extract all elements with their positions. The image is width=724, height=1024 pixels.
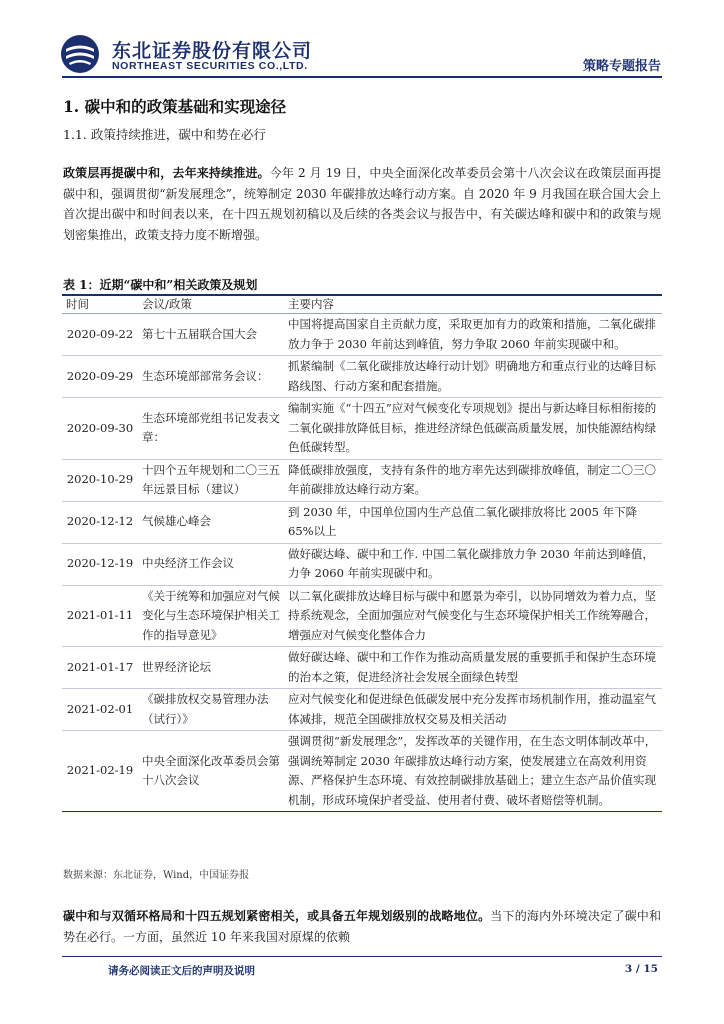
row-meeting: 生态环境部党组书记发表文章：	[138, 398, 284, 460]
row-meeting: 气候雄心峰会	[138, 501, 284, 543]
table-row	[62, 647, 662, 689]
table-row	[62, 398, 662, 460]
row-meeting: 十四个五年规划和二〇三五年远景目标（建议）	[138, 459, 284, 501]
row-date: 2021-01-17	[62, 647, 138, 689]
row-meeting: 《碳排放权交易管理办法（试行）》	[138, 689, 284, 731]
section-title: 1. 碳中和的政策基础和实现途径	[63, 97, 287, 116]
row-date: 2021-01-11	[62, 585, 138, 647]
row-date: 2020-09-29	[62, 356, 138, 398]
row-meeting: 《关于统筹和加强应对气候变化与生态环境保护相关工作的指导意见》	[138, 585, 284, 647]
subsection-title: 1.1. 政策持续推进，碳中和势在必行	[63, 127, 266, 142]
row-meeting: 第七十五届联合国大会	[138, 314, 284, 356]
footer-divider	[62, 956, 662, 957]
paragraph-strategy	[63, 906, 661, 947]
row-date: 2020-09-22	[62, 314, 138, 356]
row-meeting: 生态环境部部常务会议：	[138, 356, 284, 398]
row-date: 2020-12-19	[62, 543, 138, 585]
row-content: 做好碳达峰、碳中和工作. 中国二氧化碳排放力争 2030 年前达到峰值，力争 2060 年前实现碳中和。	[284, 543, 662, 585]
paragraph-lead: 政策层再提碳中和，去年来持续推进。	[63, 166, 270, 180]
company-name-cn: 东北证券股份有限公司	[112, 40, 313, 62]
paragraph-policy-intro	[63, 163, 661, 245]
row-content: 以二氧化碳排放达峰目标与碳中和愿景为牵引，以协同增效为着力点，坚持系统观念，全面加强应对气候变化与生态环境保护相关工作统筹融合，增强应对气候变化整体合力	[284, 585, 662, 647]
report-type-label: 策略专题报告	[582, 59, 661, 74]
table-row	[62, 585, 662, 647]
paragraph-body: 今年 2 月 19 日，中央全面深化改革委员会第十八次会议在政策层面再提碳中和，强调贯彻“新发展理念”，统筹制定 2030 年碳排放达峰行动方案。自 2020 年 9 月我国在联合国大会上首次提出碳中和时间表以来，在十四五规划初稿以及后续的各类会议与报告中，有关碳达峰和碳中和的政策与规划密集推出，政策支持力度不断增强。	[63, 166, 661, 242]
company-logo-icon	[60, 34, 100, 74]
row-content: 抓紧编制《二氧化碳排放达峰行动计划》明确地方和重点行业的达峰目标路线图、行动方案和配套措施。	[284, 356, 662, 398]
column-header-date: 时间	[62, 295, 138, 314]
row-date: 2020-09-30	[62, 398, 138, 460]
row-content: 编制实施《“十四五”应对气候变化专项规划》提出与新达峰目标相衔接的二氧化碳排放降低目标，推进经济绿色低碳高质量发展，加快能源结构绿色低碳转型。	[284, 398, 662, 460]
row-meeting: 世界经济论坛	[138, 647, 284, 689]
column-header-meeting: 会议/政策	[138, 295, 284, 314]
company-name-en: NORTHEAST SECURITIES CO.,LTD.	[112, 60, 308, 72]
row-content: 降低碳排放强度，支持有条件的地方率先达到碳排放峰值，制定二〇三〇年前碳排放达峰行动方案。	[284, 459, 662, 501]
table-header-row	[62, 295, 662, 314]
table-row	[62, 356, 662, 398]
policy-table	[62, 295, 662, 812]
table-row	[62, 459, 662, 501]
row-date: 2021-02-01	[62, 689, 138, 731]
paragraph-body: 当下的海内外环境决定了碳中和势在必行。一方面，虽然近 10 年来我国对原煤的依赖	[63, 909, 661, 944]
table-row	[62, 314, 662, 356]
column-header-content: 主要内容	[284, 295, 662, 314]
row-meeting: 中央经济工作会议	[138, 543, 284, 585]
table-row	[62, 689, 662, 731]
row-content: 强调贯彻“新发展理念”，发挥改革的关键作用，在生态文明体制改革中，强调统筹制定 2030 年碳排放达峰行动方案，使发展建立在高效利用资源、严格保护生态环境、有效控制碳排放基础上；建立生态产品价值实现机制，形成环境保护者受益、使用者付费、破坏者赔偿等机制。	[284, 731, 662, 812]
table-source-note: 数据来源：东北证券，Wind，中国证券报	[63, 870, 250, 881]
table-row	[62, 543, 662, 585]
page-number: 3 / 15	[624, 963, 658, 975]
row-content: 应对气候变化和促进绿色低碳发展中充分发挥市场机制作用，推动温室气体减排，规范全国碳排放权交易及相关活动	[284, 689, 662, 731]
header-divider	[62, 76, 662, 78]
table-row	[62, 501, 662, 543]
table-row	[62, 731, 662, 812]
row-date: 2020-10-29	[62, 459, 138, 501]
row-date: 2021-02-19	[62, 731, 138, 812]
row-content: 做好碳达峰、碳中和工作作为推动高质量发展的重要抓手和保护生态环境的治本之策，促进经济社会发展全面绿色转型	[284, 647, 662, 689]
paragraph-lead: 碳中和与双循环格局和十四五规划紧密相关，或具备五年规划级别的战略地位。	[63, 909, 491, 923]
row-content: 到 2030 年，中国单位国内生产总值二氧化碳排放将比 2005 年下降 65%以上	[284, 501, 662, 543]
row-content: 中国将提高国家自主贡献力度，采取更加有力的政策和措施，二氧化碳排放力争于 2030 年前达到峰值，努力争取 2060 年前实现碳中和。	[284, 314, 662, 356]
row-date: 2020-12-12	[62, 501, 138, 543]
disclaimer-notice: 请务必阅读正文后的声明及说明	[108, 965, 255, 977]
table-caption: 表 1：近期“碳中和”相关政策及规划	[63, 278, 258, 292]
row-meeting: 中央全面深化改革委员会第十八次会议	[138, 731, 284, 812]
